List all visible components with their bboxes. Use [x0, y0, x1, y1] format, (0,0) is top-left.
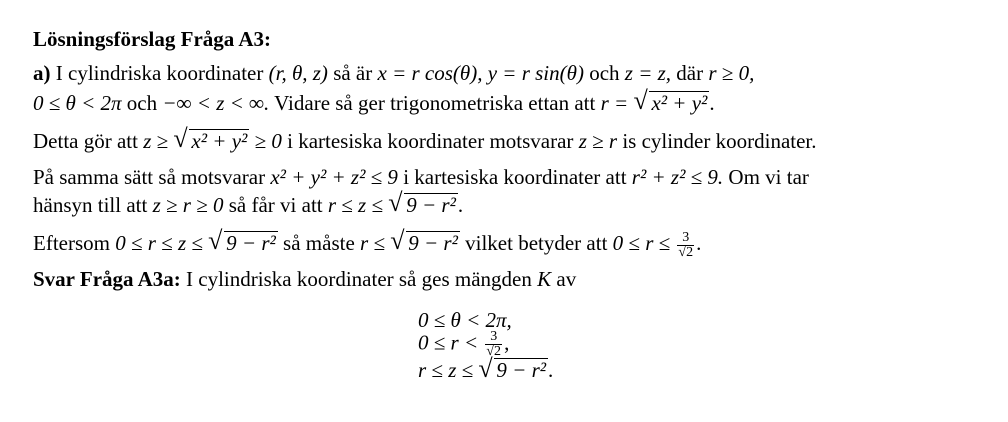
answer-set: K: [537, 267, 552, 291]
system-fraction: $\frac{3}{√2}$: [486, 329, 502, 359]
line-1: [33, 60, 754, 86]
system-line-2: 0 ≤ r < $\frac{3}{√2}$ ,: [418, 329, 510, 359]
line1-text2: så är: [327, 61, 378, 85]
line1-y: y = r sin(θ): [487, 61, 584, 85]
line6-fraction: $\frac{3}{√2}$: [678, 229, 694, 260]
answer-line: Svar Fråga A3a: I cylindriska koordinater så ges mängden K av: [33, 267, 577, 291]
sqrt-sign-icon: √: [173, 124, 188, 153]
line1-z: z = z,: [624, 61, 672, 85]
system-line-1: 0 ≤ θ < 2π,: [418, 308, 512, 332]
line1-text3: och: [583, 61, 625, 85]
line2-sqrt: √ x² + y²: [633, 86, 708, 115]
line-4: På samma sätt så motsvarar x² + y² + z² ≤ 9 i kartesiska koordinater att r² + z² ≤ 9. Om vi tar: [33, 165, 809, 189]
sqrt-sign-icon: √: [478, 354, 493, 383]
line1-rcond: r ≥ 0,: [708, 61, 755, 85]
line6-sqrt-1: √ 9 − r²: [208, 226, 276, 255]
line3-text1: Detta gör att: [33, 129, 144, 153]
line5-sqrt: √ 9 − r²: [388, 188, 456, 217]
sqrt-sign-icon: √: [388, 188, 403, 217]
line2-zrange: −∞ < z < ∞.: [162, 91, 270, 115]
sqrt-sign-icon: √: [208, 226, 223, 255]
line1-coords: (r, θ, z): [268, 61, 328, 85]
line-2: 0 ≤ θ < 2π och −∞ < z < ∞. Vidare så ger trigonometriska ettan att r = √ x² + y².: [33, 86, 715, 115]
line-5: hänsyn till att z ≥ r ≥ 0 så får vi att r ≤ z ≤ √ 9 − r².: [33, 188, 464, 217]
part-a-label: a): [33, 61, 51, 85]
line3-sqrt: √ x² + y²: [173, 124, 248, 153]
sqrt-sign-icon: √: [390, 226, 405, 255]
sqrt-sign-icon: √: [633, 86, 648, 115]
line2-r-eq: r =: [600, 91, 629, 115]
line6-sqrt-2: √ 9 − r²: [390, 226, 458, 255]
line2-text2: Vidare så ger trigonometriska ettan att: [269, 91, 601, 115]
system-sqrt: √ 9 − r²: [478, 354, 547, 383]
line1-text4: där: [671, 61, 709, 85]
solution-title: Lösningsförslag Fråga A3:: [33, 27, 272, 51]
answer-label: Svar Fråga A3a:: [33, 267, 181, 291]
system-line-3: r ≤ z ≤ √ 9 − r².: [418, 354, 554, 383]
line-3: Detta gör att z ≥ √ x² + y² ≥ 0 i kartesiska koordinater motsvarar z ≥ r is cylinder koordinater.: [33, 124, 817, 153]
line2-theta: 0 ≤ θ < 2π: [33, 91, 122, 115]
line2-text1: och: [121, 91, 163, 115]
line1-text1: I cylindriska koordinater: [50, 61, 269, 85]
line-6: Eftersom 0 ≤ r ≤ z ≤ √ 9 − r² så måste r ≤ √ 9 − r² vilket betyder att 0 ≤ r ≤ $\frac{3}{√2}$ .: [33, 226, 702, 260]
line1-x: x = r cos(θ),: [377, 61, 488, 85]
